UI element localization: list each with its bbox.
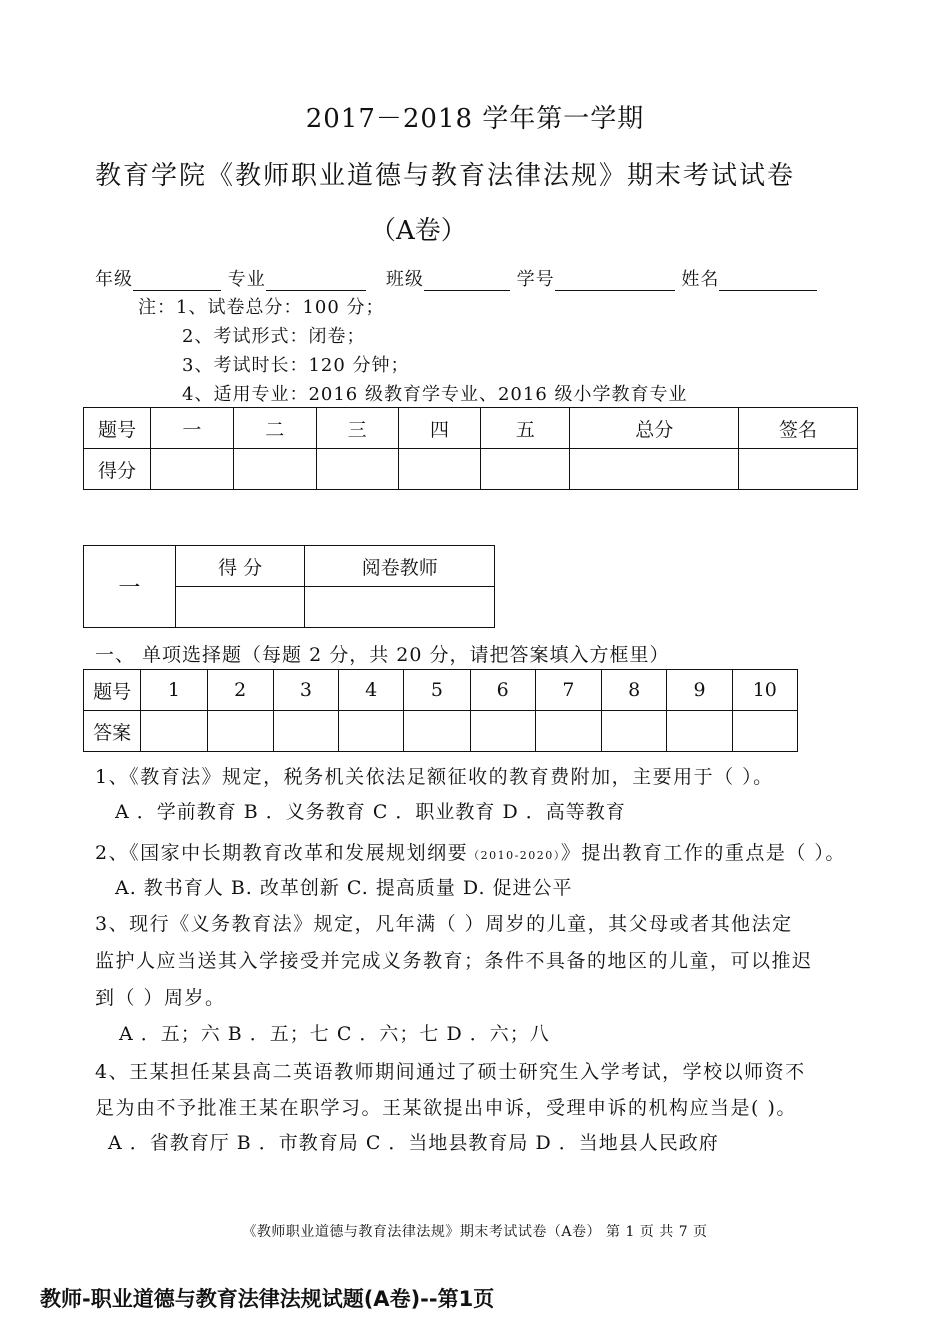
score-header-cell: 题号 [84, 408, 151, 449]
question-number-cell: 7 [535, 670, 601, 711]
answer-fill-row [84, 711, 798, 752]
question-2-options: A. 教书育人 B. 改革创新 C. 提高质量 D. 促进公平 [115, 877, 573, 899]
grader-score-label: 得 分 [175, 546, 305, 587]
grader-teacher-cell[interactable] [305, 587, 495, 628]
score-cell[interactable] [398, 449, 481, 490]
section-number: 一 [84, 546, 176, 628]
exam-paper-version: （A卷） [370, 216, 467, 246]
score-header-row [84, 408, 858, 449]
question-4-options: A ．省教育厅 B ．市教育局 C ．当地县教育局 D ．当地县人民政府 [108, 1132, 719, 1154]
score-cell[interactable] [481, 449, 570, 490]
question-3-line-1: 3、现行《义务教育法》规定，凡年满（ ）周岁的儿童，其父母或者其他法定 [95, 913, 793, 935]
question-4-line-1: 4、王某担任某县高二英语教师期间通过了硕士研究生入学考试，学校以师资不 [95, 1061, 806, 1083]
question-number-cell: 6 [470, 670, 535, 711]
answer-row-label: 答案 [84, 711, 141, 752]
score-cell[interactable] [739, 449, 858, 490]
section-grader-box [83, 545, 495, 628]
question-number-cell: 3 [273, 670, 338, 711]
grader-teacher-label: 阅卷教师 [305, 546, 495, 587]
answer-cell[interactable] [404, 711, 470, 752]
section-title: 一、 单项选择题（每题 2 分，共 20 分，请把答案填入方框里） [95, 644, 670, 666]
question-2-text-a: 2、《国家中长期教育改革和发展规划纲要 [95, 842, 469, 864]
score-header-cell: 二 [233, 408, 316, 449]
score-header-cell: 一 [150, 408, 233, 449]
note-total-score: 注：1、试卷总分：100 分； [138, 297, 385, 318]
question-3-options: A ．五；六 B ．五；七 C ．六；七 D ．六；八 [119, 1023, 550, 1045]
question-number-cell: 4 [339, 670, 404, 711]
score-header-cell: 签名 [739, 408, 858, 449]
question-number-cell: 9 [667, 670, 732, 711]
major-blank[interactable] [266, 270, 366, 291]
answer-number-row [84, 670, 798, 711]
exam-semester-title: 2017－2018 学年第一学期 [305, 104, 645, 134]
score-header-cell: 总分 [570, 408, 739, 449]
answer-cell[interactable] [732, 711, 797, 752]
question-4-line-2: 足为由不予批准王某在职学习。王某欲提出申诉，受理申诉的机构应当是( )。 [95, 1097, 797, 1119]
question-3-line-2: 监护人应当送其入学接受并完成义务教育；条件不具备的地区的儿童，可以推迟 [95, 950, 813, 972]
question-number-cell: 5 [404, 670, 470, 711]
score-header-cell: 三 [316, 408, 398, 449]
student-id-blank[interactable] [555, 270, 675, 291]
answer-cell[interactable] [339, 711, 404, 752]
question-number-cell: 8 [602, 670, 667, 711]
question-1-stem: 1、《教育法》规定，税务机关依法足额征收的教育费附加，主要用于（ ）。 [95, 766, 774, 788]
question-1-options: A ．学前教育 B ．义务教育 C ．职业教育 D ．高等教育 [115, 801, 626, 823]
grader-score-cell[interactable] [175, 587, 305, 628]
score-value-row [84, 449, 858, 490]
score-cell[interactable] [150, 449, 233, 490]
answer-cell[interactable] [470, 711, 535, 752]
score-header-cell: 四 [398, 408, 481, 449]
page-footer: 《教师职业道德与教育法律法规》期末考试试卷（A卷） 第 1 页 共 7 页 [242, 1224, 708, 1240]
question-number-cell: 1 [141, 670, 207, 711]
answer-row-label: 题号 [84, 670, 141, 711]
score-summary-table [83, 407, 858, 490]
question-number-cell: 2 [207, 670, 273, 711]
note-exam-format: 2、考试形式：闭卷； [182, 326, 366, 347]
answer-cell[interactable] [602, 711, 667, 752]
document-caption: 教师-职业道德与教育法律法规试题(A卷)--第1页 [40, 1287, 495, 1311]
answer-cell[interactable] [667, 711, 732, 752]
class-label: 班级 [385, 269, 424, 290]
exam-course-title: 教育学院《教师职业道德与教育法律法规》期末考试试卷 [95, 161, 796, 191]
question-2-stem [95, 838, 846, 865]
score-cell[interactable] [233, 449, 316, 490]
answer-table [83, 669, 798, 752]
score-header-cell: 五 [481, 408, 570, 449]
note-exam-duration: 3、考试时长：120 分钟； [182, 355, 410, 376]
question-number-cell: 10 [732, 670, 797, 711]
answer-cell[interactable] [535, 711, 601, 752]
name-blank[interactable] [719, 270, 817, 291]
question-3-line-3: 到（ ）周岁。 [95, 987, 226, 1009]
note-applicable-majors: 4、适用专业：2016 级教育学专业、2016 级小学教育专业 [182, 384, 688, 405]
name-label: 姓名 [681, 269, 720, 290]
question-2-text-b: 》提出教育工作的重点是（ ）。 [560, 842, 846, 864]
answer-cell[interactable] [207, 711, 273, 752]
grade-label: 年级 [95, 269, 133, 290]
class-blank[interactable] [424, 270, 510, 291]
score-cell[interactable] [316, 449, 398, 490]
score-cell[interactable] [570, 449, 739, 490]
grade-blank[interactable] [133, 270, 221, 291]
question-2-years: （2010-2020） [468, 849, 561, 862]
answer-cell[interactable] [141, 711, 207, 752]
student-id-label: 学号 [516, 269, 555, 290]
score-row-label: 得分 [84, 449, 151, 490]
student-info-line [95, 265, 817, 291]
major-label: 专业 [227, 269, 266, 290]
answer-cell[interactable] [273, 711, 338, 752]
